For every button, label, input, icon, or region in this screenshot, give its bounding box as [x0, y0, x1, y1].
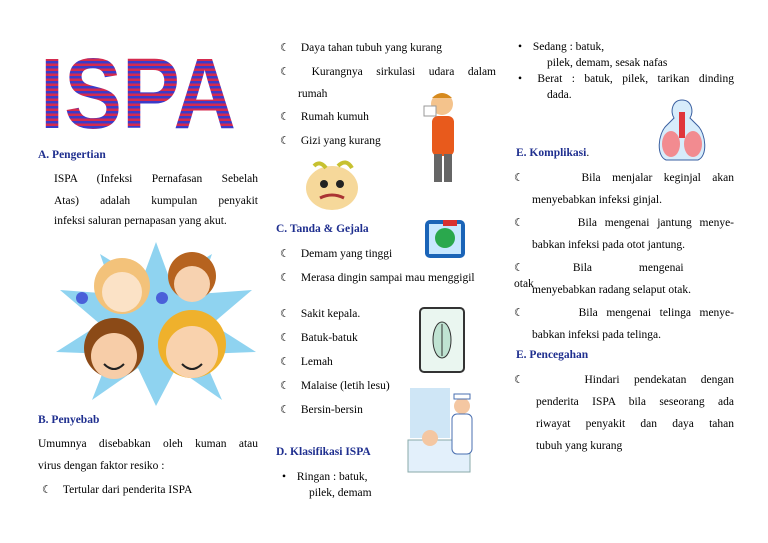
title-art [38, 36, 238, 150]
comp4-line2: babkan infeksi pada telinga. [532, 329, 662, 341]
list-item [280, 378, 390, 394]
list-item [280, 402, 363, 418]
moon-bullet-icon: ☾ [280, 380, 290, 392]
sec-a-line2: Atas) adalah kumpulan penyakit [54, 195, 258, 207]
moon-bullet-icon: ☾ [280, 332, 290, 344]
moon-bullet-icon: ☾ [280, 308, 290, 320]
cls2-line1: Sedang : batuk, [532, 41, 605, 53]
list-item [514, 215, 734, 231]
moon-bullet-icon: ☾ [42, 484, 52, 496]
moon-bullet-icon: ☾ [514, 374, 524, 386]
comp1-line1: Bila menjalar keginjal akan [581, 172, 734, 184]
moon-bullet-icon: ☾ [280, 356, 290, 368]
list-item [42, 482, 192, 498]
sec-a-line3: infeksi saluran pernapasan yang akut. [54, 215, 227, 227]
fever-illustration [423, 216, 467, 262]
section-c-heading: C. Tanda & Gejala [276, 223, 369, 235]
section-e-title: E. Komplikasi [516, 147, 587, 159]
hands-illustration [418, 306, 466, 374]
list-item [280, 306, 360, 322]
comp3-line2: menyebabkan radang selaput otak. [532, 284, 692, 296]
moon-bullet-icon: ☾ [514, 217, 524, 229]
nurse-patient-illustration [408, 384, 478, 474]
sym1: Demam yang tinggi [300, 248, 393, 260]
moon-bullet-icon: ☾ [280, 135, 290, 147]
title-text: ISPA [40, 38, 236, 150]
prev1-line2: penderita ISPA bila seseorang ada [536, 396, 734, 408]
cls1-line2: pilek, demam [309, 487, 372, 499]
section-e-dot: . [586, 147, 590, 159]
moon-bullet-icon: ☾ [280, 248, 290, 260]
section-a-heading: A. Pengertian [38, 149, 106, 161]
lungs-illustration [652, 98, 712, 164]
sym6: Malaise (letih lesu) [300, 380, 390, 392]
sec-a-line1: ISPA (Infeksi Pernafasan Sebelah [54, 173, 258, 185]
list-item [280, 330, 358, 346]
moon-bullet-icon: ☾ [280, 111, 290, 123]
list-item [280, 354, 333, 370]
list-item [280, 64, 496, 80]
dot-bullet-icon: • [518, 41, 523, 53]
prev1-line4: tubuh yang kurang [536, 440, 623, 452]
section-d-heading: D. Klasifikasi ISPA [276, 446, 371, 458]
dot-bullet-icon: • [518, 73, 523, 85]
cls1-line1: Ringan : batuk, [296, 471, 368, 483]
sec-b-line2: virus dengan faktor resiko : [38, 460, 165, 472]
comp4-line1: Bila mengenai telinga menye- [578, 307, 734, 319]
moon-bullet-icon: ☾ [280, 42, 290, 54]
risk4: Gizi yang kurang [300, 135, 381, 147]
sec-b-line1: Umumnya disebabkan oleh kuman atau [38, 438, 258, 450]
prev1-line1: Hindari pendekatan dengan [584, 374, 735, 386]
sym4: Batuk-batuk [300, 332, 358, 344]
list-item [514, 372, 734, 388]
moon-bullet-icon: ☾ [514, 307, 524, 319]
list-item [280, 133, 381, 149]
section-b-heading: B. Penyebab [38, 414, 100, 426]
children-illustration [52, 240, 260, 408]
list-item [514, 170, 734, 186]
cls3-line2: dada. [547, 89, 572, 101]
sym3: Sakit kepala. [300, 308, 361, 320]
list-item [514, 305, 734, 321]
dot-bullet-icon: • [282, 471, 287, 483]
section-e2-heading: E. Pencegahan [516, 349, 589, 361]
moon-bullet-icon: ☾ [280, 272, 290, 284]
risk2-line2: rumah [298, 88, 328, 100]
list-item [518, 39, 604, 55]
cls2-line2: pilek, demam, sesak nafas [547, 57, 668, 69]
sec-b-item1: Tertular dari penderita ISPA [62, 484, 193, 496]
risk3: Rumah kumuh [300, 111, 369, 123]
risk2-line1: Kurangnya sirkulasi udara dalam [311, 66, 497, 78]
comp3-line1: Bila mengenai otak [514, 262, 684, 290]
moon-bullet-icon: ☾ [280, 66, 290, 78]
list-item [518, 71, 734, 87]
sym5: Lemah [300, 356, 333, 368]
comp2-line1: Bila mengenai jantung menye- [577, 217, 734, 229]
list-item [280, 270, 475, 286]
list-item [280, 40, 442, 56]
sym7: Bersin-bersin [300, 404, 363, 416]
sick-face-illustration [300, 156, 362, 216]
list-item [282, 469, 367, 485]
moon-bullet-icon: ☾ [514, 172, 524, 184]
cls3-line1: Berat : batuk, pilek, tarikan dinding [537, 73, 734, 85]
list-item [280, 246, 392, 262]
sneezing-man-illustration [420, 90, 468, 186]
list-item [280, 109, 369, 125]
risk1: Daya tahan tubuh yang kurang [300, 42, 443, 54]
sym2: Merasa dingin sampai mau menggigil [300, 272, 475, 284]
prev1-line3: riwayat penyakit dan daya tahan [536, 418, 734, 430]
comp1-line2: menyebabkan infeksi ginjal. [532, 194, 662, 206]
moon-bullet-icon: ☾ [280, 404, 290, 416]
section-e-heading [516, 147, 589, 159]
moon-bullet-icon: ☾ [514, 262, 524, 274]
comp2-line2: babkan infeksi pada otot jantung. [532, 239, 685, 251]
